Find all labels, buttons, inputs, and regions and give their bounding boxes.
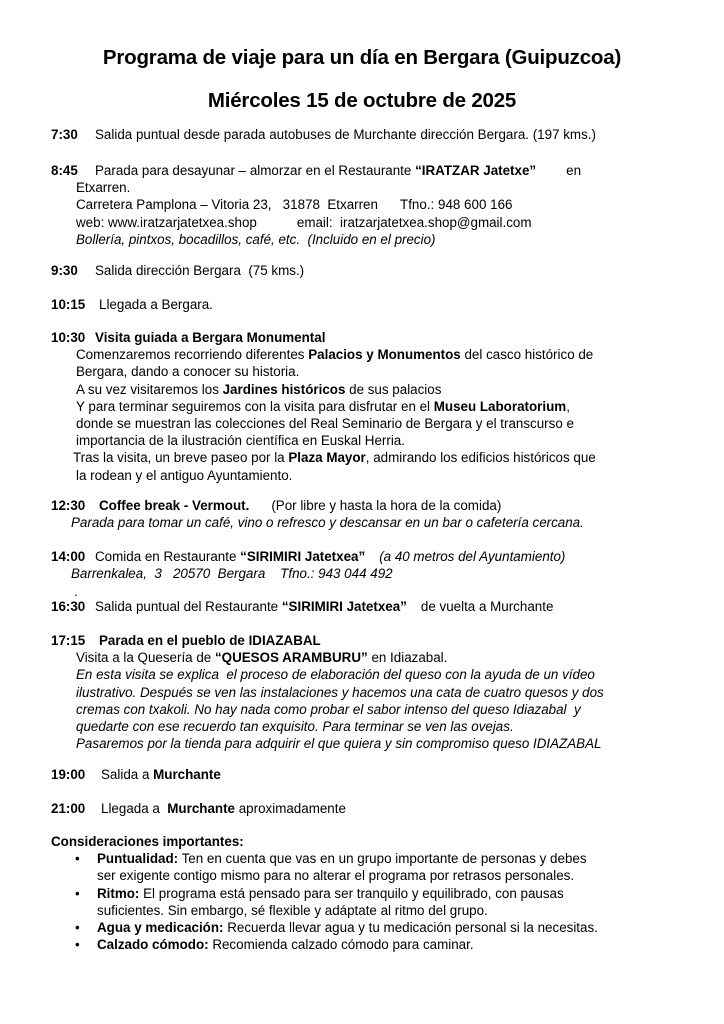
- bullet-icon: •: [75, 920, 80, 936]
- time-label: 9:30: [51, 263, 78, 278]
- list-item: [51, 850, 691, 884]
- highlight: Palacios y Monumentos: [308, 347, 461, 363]
- item-heading: Parada en el pueblo de IDIAZABAL: [99, 633, 321, 648]
- text: del casco histórico de: [460, 347, 594, 363]
- paragraph: [51, 649, 691, 666]
- web-label: web:: [76, 214, 109, 230]
- stray-dot: .: [74, 584, 78, 599]
- itinerary-item-1400: [51, 548, 691, 582]
- item-text: Salida puntual del Restaurante: [95, 599, 282, 614]
- item-text: Etxarren.: [76, 180, 131, 196]
- time-label: 10:30: [51, 330, 86, 345]
- item-text: Salida a: [101, 767, 154, 782]
- text: ,: [566, 398, 570, 414]
- item-note: Parada para tomar un café, vino o refresco y descansar en un bar o cafetería cercana.: [71, 515, 584, 531]
- time-label: 7:30: [51, 127, 78, 142]
- item-label: Ritmo:: [97, 885, 140, 901]
- paragraph: ilustrativo. Después se ven las instalaciones y hacemos una cata de cuatro quesos y dos: [76, 684, 604, 700]
- restaurant-address: Barrenkalea, 3 20570 Bergara Tfno.: 943 044 492: [71, 566, 393, 582]
- time-label: 17:15: [51, 633, 86, 648]
- itinerary-item-0845: [51, 162, 691, 248]
- section-heading: Consideraciones importantes:: [51, 834, 244, 849]
- time-label: 16:30: [51, 599, 86, 614]
- document-date: Miércoles 15 de octubre de 2025: [207, 89, 517, 112]
- considerations-list: [51, 850, 691, 953]
- paragraph: [51, 381, 691, 398]
- item-text: de vuelta a Murchante: [420, 599, 554, 614]
- highlight: “QUESOS ARAMBURU”: [214, 650, 368, 666]
- itinerary-item-1630: [51, 598, 691, 615]
- restaurant-name: “SIRIMIRI Jatetxea”: [281, 599, 407, 614]
- time-label: 8:45: [51, 163, 78, 178]
- highlight: Museu Laboratorium: [433, 398, 567, 414]
- destination: Murchante: [167, 801, 235, 816]
- time-label: 19:00: [51, 767, 86, 782]
- item-text: Ten en cuenta que vas en un grupo importante de personas y debes: [178, 851, 587, 867]
- item-heading: Coffee break - Vermout.: [99, 498, 250, 513]
- item-note: (a 40 metros del Ayuntamiento): [379, 549, 566, 564]
- contact-line: [51, 214, 691, 231]
- item-text: suficientes. Sin embargo, sé flexible y adáptate al ritmo del grupo.: [97, 902, 488, 918]
- time-label: 14:00: [51, 549, 86, 564]
- list-item: [51, 885, 691, 919]
- highlight: Jardines históricos: [222, 381, 346, 397]
- text: de sus palacios: [345, 381, 442, 397]
- text: , admirando los edificios históricos que: [365, 450, 596, 466]
- paragraph: cremas con txakoli. No hay nada como probar el sabor intenso del queso Idiazabal y: [76, 701, 581, 717]
- item-text: ser exigente contigo mismo para no alterar el programa por retrasos personales.: [97, 868, 575, 884]
- item-label: Calzado cómodo:: [97, 937, 209, 953]
- item-text: Llegada a Bergara.: [99, 297, 213, 312]
- bullet-icon: •: [75, 937, 80, 953]
- item-text: aproximadamente: [235, 801, 346, 816]
- item-text: Salida dirección Bergara (75 kms.): [95, 263, 305, 278]
- item-text: Comida en Restaurante: [95, 549, 241, 564]
- text: Tras la visita, un breve paseo por la: [73, 450, 289, 466]
- time-label: 12:30: [51, 498, 86, 513]
- itinerary-item-1030: [51, 329, 691, 484]
- text: en Idiazabal.: [367, 650, 448, 666]
- item-text: Salida puntual desde parada autobuses de Murchante dirección Bergara. (197 kms.): [95, 127, 596, 142]
- paragraph: importancia de la ilustración científica en Euskal Herria.: [76, 433, 405, 449]
- paragraph: donde se muestran las colecciones del Real Seminario de Bergara y el transcurso e: [76, 416, 574, 432]
- restaurant-name: “SIRIMIRI Jatetxea”: [240, 549, 366, 564]
- bullet-icon: •: [75, 851, 80, 867]
- time-label: 21:00: [51, 801, 86, 816]
- paragraph: la rodean y el antiguo Ayuntamiento.: [76, 467, 293, 483]
- itinerary-item-1715: [51, 632, 691, 752]
- itinerary-item-1230: [51, 497, 691, 531]
- item-text: El programa está pensado para ser tranquilo y equilibrado, con pausas: [139, 885, 564, 901]
- bullet-icon: •: [75, 885, 80, 901]
- item-heading: Visita guiada a Bergara Monumental: [95, 330, 326, 345]
- time-label: 10:15: [51, 297, 86, 312]
- text: Visita a la Quesería de: [76, 650, 215, 666]
- item-label: Agua y medicación:: [97, 920, 224, 936]
- itinerary-item-2100: [51, 800, 691, 817]
- considerations-section: [51, 833, 691, 953]
- text: Comenzaremos recorriendo diferentes: [76, 347, 309, 363]
- list-item: [51, 936, 691, 953]
- item-note: Bollería, pintxos, bocadillos, café, etc. (Incluido en el precio): [76, 231, 436, 247]
- item-text: Llegada a: [101, 801, 168, 816]
- list-item: [51, 919, 691, 936]
- item-text: Recomienda calzado cómodo para caminar.: [208, 937, 474, 953]
- paragraph: [51, 449, 691, 466]
- paragraph: Bergara, dando a conocer su historia.: [76, 364, 300, 380]
- itinerary-item-0730: [51, 126, 691, 143]
- paragraph: [51, 346, 691, 363]
- item-text: Parada para desayunar – almorzar en el Restaurante: [95, 163, 416, 178]
- paragraph: [51, 398, 691, 415]
- item-text: (Por libre y hasta la hora de la comida): [271, 498, 502, 513]
- item-text: Recuerda llevar agua y tu medicación personal si la necesitas.: [223, 920, 598, 936]
- document-title: Programa de viaje para un día en Bergara (Guipuzcoa): [102, 46, 622, 69]
- paragraph: En esta visita se explica el proceso de elaboración del queso con la ayuda de un vídeo: [76, 667, 595, 683]
- item-text: en: [566, 163, 582, 178]
- paragraph: quedarte con ese recuerdo tan exquisito. Para terminar se ven las ovejas.: [76, 719, 514, 735]
- restaurant-name: “IRATZAR Jatetxe”: [415, 163, 537, 178]
- text: A su vez visitaremos los: [76, 381, 223, 397]
- destination: Murchante: [153, 767, 221, 782]
- itinerary-item-1900: [51, 766, 691, 783]
- highlight: Plaza Mayor: [288, 450, 366, 466]
- itinerary-item-0930: [51, 262, 691, 279]
- paragraph: Pasaremos por la tienda para adquirir el que quiera y sin compromiso queso IDIAZABAL: [76, 736, 602, 752]
- itinerary-item-1015: [51, 296, 691, 313]
- item-label: Puntualidad:: [97, 851, 179, 867]
- web-link[interactable]: www.iratzarjatetxea.shop: [108, 214, 257, 230]
- text: Y para terminar seguiremos con la visita para disfrutar en el: [76, 398, 434, 414]
- email-link[interactable]: iratzarjatetxea.shop@gmail.com: [340, 214, 532, 230]
- email-label: email:: [296, 214, 341, 230]
- restaurant-address: Carretera Pamplona – Vitoria 23, 31878 Etxarren Tfno.: 948 600 166: [76, 197, 513, 213]
